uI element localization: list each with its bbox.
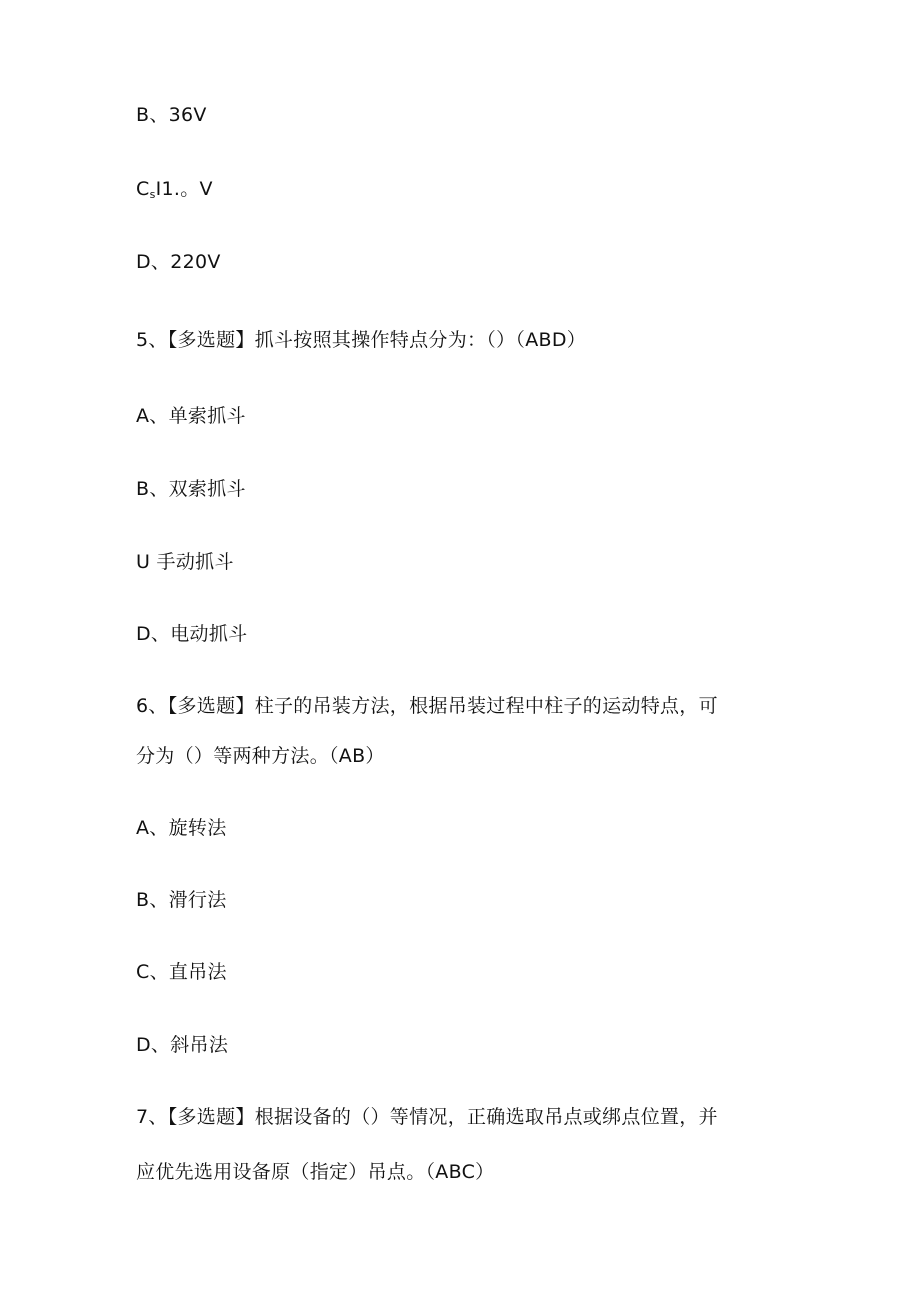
q5-option-a: A、单索抓斗 xyxy=(136,405,246,427)
question-7-line-1: 7、【多选题】根据设备的（）等情况，正确选取吊点或绑点位置，并 xyxy=(136,1106,718,1128)
q6-option-b: B、滑行法 xyxy=(136,889,227,911)
question-7-line-2: 应优先选用设备原（指定）吊点。（ABC） xyxy=(136,1161,495,1183)
option-b-voltage: B、36V xyxy=(136,104,207,126)
option-c-letter: C xyxy=(136,178,150,200)
q5-option-d: D、电动抓斗 xyxy=(136,623,248,645)
question-6-line-1: 6、【多选题】柱子的吊装方法，根据吊装过程中柱子的运动特点，可 xyxy=(136,695,718,717)
q6-option-d: D、斜吊法 xyxy=(136,1034,229,1056)
q6-option-a: A、旋转法 xyxy=(136,817,227,839)
option-c-value: I1.。V xyxy=(155,178,213,200)
q5-option-b: B、双索抓斗 xyxy=(136,478,246,500)
question-5: 5、【多选题】抓斗按照其操作特点分为：（）（ABD） xyxy=(136,329,587,351)
option-c-voltage xyxy=(136,177,776,207)
option-d-voltage: D、220V xyxy=(136,251,221,273)
option-c-subscript: s xyxy=(149,188,156,201)
question-6-line-2: 分为（）等两种方法。（AB） xyxy=(136,745,385,767)
q5-option-c: U 手动抓斗 xyxy=(136,551,234,573)
q6-option-c: C、直吊法 xyxy=(136,961,227,983)
